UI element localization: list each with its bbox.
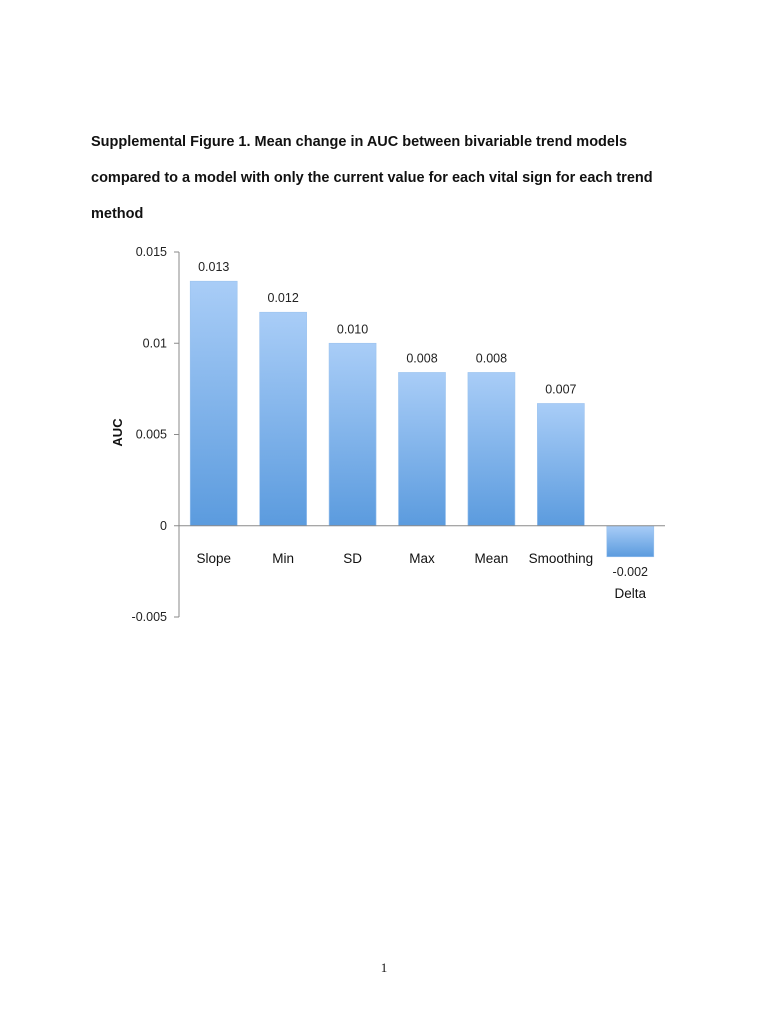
bar (329, 343, 376, 526)
category-label: Mean (474, 550, 509, 566)
y-axis-title: AUC (110, 418, 125, 447)
bar (537, 403, 584, 525)
category-label: Max (409, 550, 435, 566)
bar (607, 526, 654, 557)
data-label: -0.002 (612, 564, 649, 579)
bar (468, 372, 515, 525)
caption-line-2: compared to a model with only the current value for each vital sign for each trend (91, 170, 653, 186)
y-tick-label: 0.005 (135, 427, 167, 442)
bar (399, 372, 446, 525)
category-label: Smoothing (528, 550, 594, 566)
data-label: 0.013 (198, 260, 230, 275)
y-tick-label: 0.015 (135, 245, 167, 259)
caption-line-1: Supplemental Figure 1. Mean change in AUC between bivariable trend models (91, 134, 628, 150)
data-label: 0.010 (336, 322, 369, 337)
data-label: 0.012 (267, 291, 299, 306)
y-tick-label: 0.01 (142, 336, 167, 351)
category-label: Delta (614, 585, 647, 601)
caption-line-3: method (91, 206, 144, 222)
y-tick-label: -0.005 (131, 610, 167, 624)
data-label: 0.008 (475, 351, 508, 366)
category-label: Slope (196, 550, 231, 566)
category-label: Min (272, 550, 295, 566)
category-label: SD (343, 550, 362, 566)
data-label: 0.007 (545, 382, 577, 397)
y-tick-label: 0 (160, 518, 167, 533)
bar (190, 281, 237, 526)
bar (260, 312, 307, 526)
page-number: 1 (380, 960, 388, 975)
data-label: 0.008 (406, 351, 438, 366)
